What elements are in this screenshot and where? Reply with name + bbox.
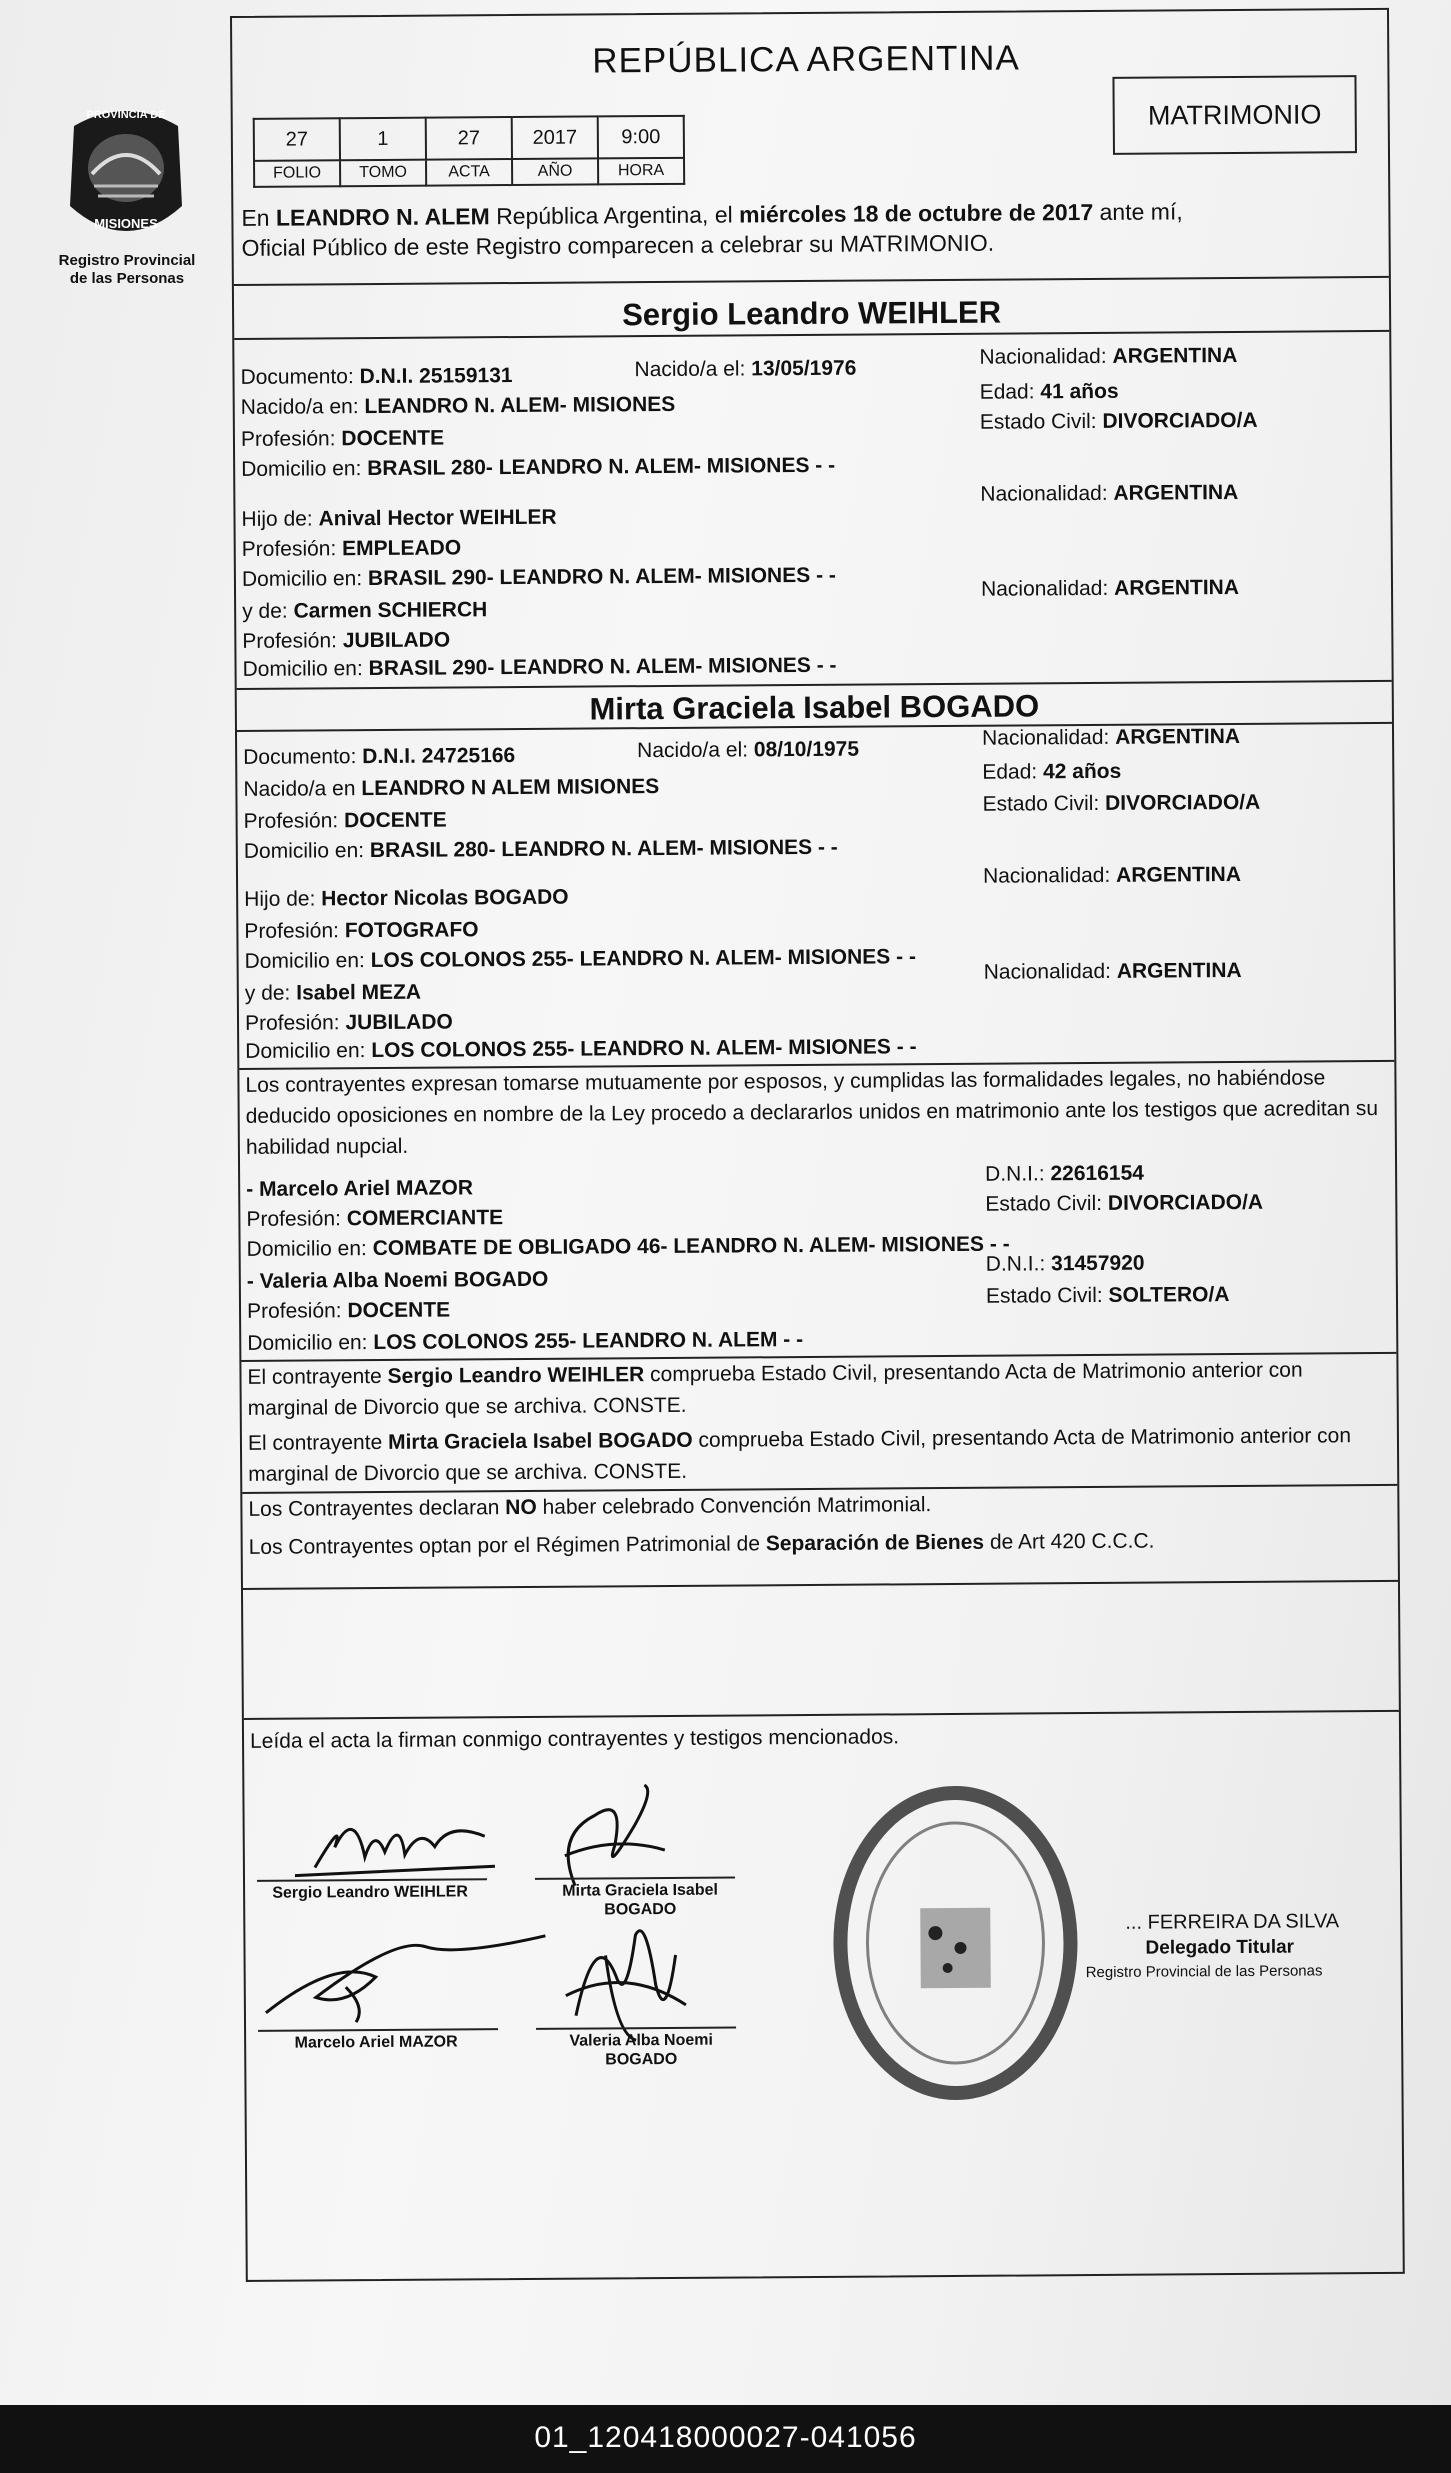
document-code: 01_120418000027-041056 bbox=[534, 2421, 917, 2454]
spouse1-name: Sergio Leandro WEIHLER bbox=[622, 294, 1002, 333]
hour-label: HORA bbox=[598, 158, 684, 185]
spouse2-document: Documento: D.N.I. 24725166 bbox=[243, 744, 516, 769]
spouse2-father-nationality: Nacionalidad: ARGENTINA bbox=[982, 862, 1242, 888]
signature-spouse1-icon bbox=[284, 1796, 505, 1888]
signature-witness2-name: Valeria Alba Noemi BOGADO bbox=[569, 2031, 713, 2069]
note-spouse2: El contrayente Mirta Graciela Isabel BOGADO comprueba Estado Civil, presentando Acta de Matrimonio anterior con marginal de Divorcio que se archiva. CONSTE. bbox=[247, 1424, 1352, 1486]
logo-caption-line2: de las Personas bbox=[69, 270, 185, 287]
spouse1-father-profession: Profesión: EMPLEADO bbox=[241, 536, 462, 561]
folio-label: FOLIO bbox=[254, 160, 340, 187]
spouse2-mother-nationality: Nacionalidad: ARGENTINA bbox=[983, 958, 1242, 984]
spouse1-father-nationality: Nacionalidad: ARGENTINA bbox=[980, 480, 1239, 506]
witness1-profession: Profesión: COMERCIANTE bbox=[246, 1206, 504, 1231]
spouse2-mother: y de: Isabel MEZA bbox=[244, 980, 422, 1005]
spouse2-mother-profession: Profesión: JUBILADO bbox=[244, 1010, 453, 1035]
spouse2-profession: Profesión: DOCENTE bbox=[243, 808, 447, 833]
witness2-name: - Valeria Alba Noemi BOGADO bbox=[246, 1267, 549, 1293]
official-stamp-icon bbox=[824, 1782, 1086, 2104]
witness1-dni: D.N.I.: 22616154 bbox=[985, 1161, 1144, 1186]
spouse1-document: Documento: D.N.I. 25159131 bbox=[240, 364, 513, 389]
spouse1-mother: y de: Carmen SCHIERCH bbox=[242, 598, 488, 623]
spouse2-name: Mirta Graciela Isabel BOGADO bbox=[589, 688, 1040, 727]
folio-value: 27 bbox=[254, 118, 340, 161]
spouse2-birthplace: Nacido/a en LEANDRO N ALEM MISIONES bbox=[243, 775, 660, 801]
intro-line2: Oficial Público de este Registro comparecen a celebrar su MATRIMONIO. bbox=[241, 229, 995, 261]
official-name: ... FERREIRA DA SILVA bbox=[1125, 1910, 1340, 1934]
spouse2-civil-status: Estado Civil: DIVORCIADO/A bbox=[982, 790, 1261, 816]
signature-spouse2-name: Mirta Graciela Isabel BOGADO bbox=[562, 1881, 718, 1919]
marriage-certificate bbox=[230, 8, 1405, 2282]
spouse1-civil-status: Estado Civil: DIVORCIADO/A bbox=[979, 408, 1258, 434]
witness1-address: Domicilio en: COMBATE DE OBLIGADO 46- LEANDRO N. ALEM- MISIONES - - bbox=[246, 1232, 1010, 1261]
year-label: AÑO bbox=[512, 158, 598, 185]
logo-caption bbox=[42, 252, 212, 288]
official-office: Registro Provincial de las Personas bbox=[1085, 1962, 1323, 1982]
spouse1-address: Domicilio en: BRASIL 280- LEANDRO N. ALEM- MISIONES - - bbox=[241, 453, 836, 481]
spouse1-age: Edad: 41 años bbox=[979, 379, 1119, 404]
spouse1-birthplace: Nacido/a en: LEANDRO N. ALEM- MISIONES bbox=[240, 392, 676, 419]
spouse2-mother-address: Domicilio en: LOS COLONOS 255- LEANDRO N. ALEM- MISIONES - - bbox=[245, 1035, 917, 1063]
spouse2-father: Hijo de: Hector Nicolas BOGADO bbox=[244, 885, 569, 911]
signature-spouse1-name: Sergio Leandro WEIHLER bbox=[272, 1883, 468, 1902]
spouse2-nationality: Nacionalidad: ARGENTINA bbox=[981, 724, 1241, 750]
witness1-civil-status: Estado Civil: DIVORCIADO/A bbox=[985, 1190, 1264, 1216]
registry-table bbox=[253, 115, 685, 188]
spouse1-mother-address: Domicilio en: BRASIL 290- LEANDRO N. ALEM- MISIONES - - bbox=[242, 653, 837, 681]
witness2-dni: D.N.I.: 31457920 bbox=[985, 1251, 1145, 1276]
spouse1-mother-profession: Profesión: JUBILADO bbox=[242, 628, 451, 653]
spouse2-father-profession: Profesión: FOTOGRAFO bbox=[244, 918, 479, 943]
spouse2-address: Domicilio en: BRASIL 280- LEANDRO N. ALEM- MISIONES - - bbox=[243, 835, 838, 863]
signature-witness1-name: Marcelo Ariel MAZOR bbox=[294, 2033, 458, 2052]
witness2-civil-status: Estado Civil: SOLTERO/A bbox=[985, 1283, 1230, 1308]
spouse1-nationality: Nacionalidad: ARGENTINA bbox=[979, 343, 1238, 369]
page-title: REPÚBLICA ARGENTINA bbox=[592, 38, 1020, 81]
regime-convention: Los Contrayentes declaran NO haber celebrado Convención Matrimonial. bbox=[248, 1493, 932, 1521]
spouse2-age: Edad: 42 años bbox=[982, 759, 1122, 784]
official-role: Delegado Titular bbox=[1145, 1936, 1295, 1959]
seal-top-text: PROVINCIA DE bbox=[86, 109, 166, 121]
acta-label: ACTA bbox=[426, 159, 512, 186]
witness2-profession: Profesión: DOCENTE bbox=[246, 1298, 451, 1323]
spouse2-father-address: Domicilio en: LOS COLONOS 255- LEANDRO N. ALEM- MISIONES - - bbox=[244, 945, 916, 973]
spouse2-birthdate: Nacido/a el: 08/10/1975 bbox=[637, 737, 860, 763]
witness1-name: - Marcelo Ariel MAZOR bbox=[246, 1176, 474, 1201]
hour-value: 9:00 bbox=[598, 116, 684, 159]
spouse1-father-address: Domicilio en: BRASIL 290- LEANDRO N. ALEM- MISIONES - - bbox=[241, 563, 836, 591]
seal-bottom-text: MISIONES bbox=[94, 216, 158, 231]
tomo-value: 1 bbox=[340, 118, 426, 161]
spouse1-mother-nationality: Nacionalidad: ARGENTINA bbox=[980, 575, 1240, 601]
logo-caption-line1: Registro Provincial bbox=[58, 252, 196, 269]
registry-logo bbox=[42, 92, 212, 302]
spouse1-profession: Profesión: DOCENTE bbox=[240, 426, 445, 451]
witness2-address: Domicilio en: LOS COLONOS 255- LEANDRO N. ALEM - - bbox=[247, 1328, 804, 1355]
provincial-seal-icon bbox=[64, 96, 188, 246]
acta-value: 27 bbox=[426, 117, 512, 160]
year-value: 2017 bbox=[512, 116, 598, 159]
spouse1-father: Hijo de: Anival Hector WEIHLER bbox=[241, 505, 557, 531]
closing-text: Leída el acta la firman conmigo contrayentes y testigos mencionados. bbox=[249, 1725, 900, 1753]
note-spouse1: El contrayente Sergio Leandro WEIHLER comprueba Estado Civil, presentando Acta de Matrimonio anterior con marginal de Divorcio que se archiva. CONSTE. bbox=[247, 1358, 1303, 1420]
signature-witness1-icon bbox=[255, 1916, 556, 2028]
signature-witness2-icon bbox=[545, 1895, 706, 2046]
spouse1-birthdate: Nacido/a el: 13/05/1976 bbox=[634, 356, 857, 382]
tomo-label: TOMO bbox=[340, 160, 426, 187]
document-type-badge: MATRIMONIO bbox=[1112, 75, 1357, 155]
regime-property: Los Contrayentes optan por el Régimen Patrimonial de Separación de Bienes de Art 420 C.C.C. bbox=[248, 1529, 1155, 1559]
intro-line1: En LEANDRO N. ALEM República Argentina, el miércoles 18 de octubre de 2017 ante mí, bbox=[241, 198, 1183, 231]
declaration-text: Los contrayentes expresan tomarse mutuamente por esposos, y cumplidas las formalidades legales, no habiéndose deducido oposiciones en nombre de la Ley procedo a declararlos unidos en matrimonio ante los testigos que acreditan su habilidad nupcial. bbox=[245, 1066, 1379, 1159]
